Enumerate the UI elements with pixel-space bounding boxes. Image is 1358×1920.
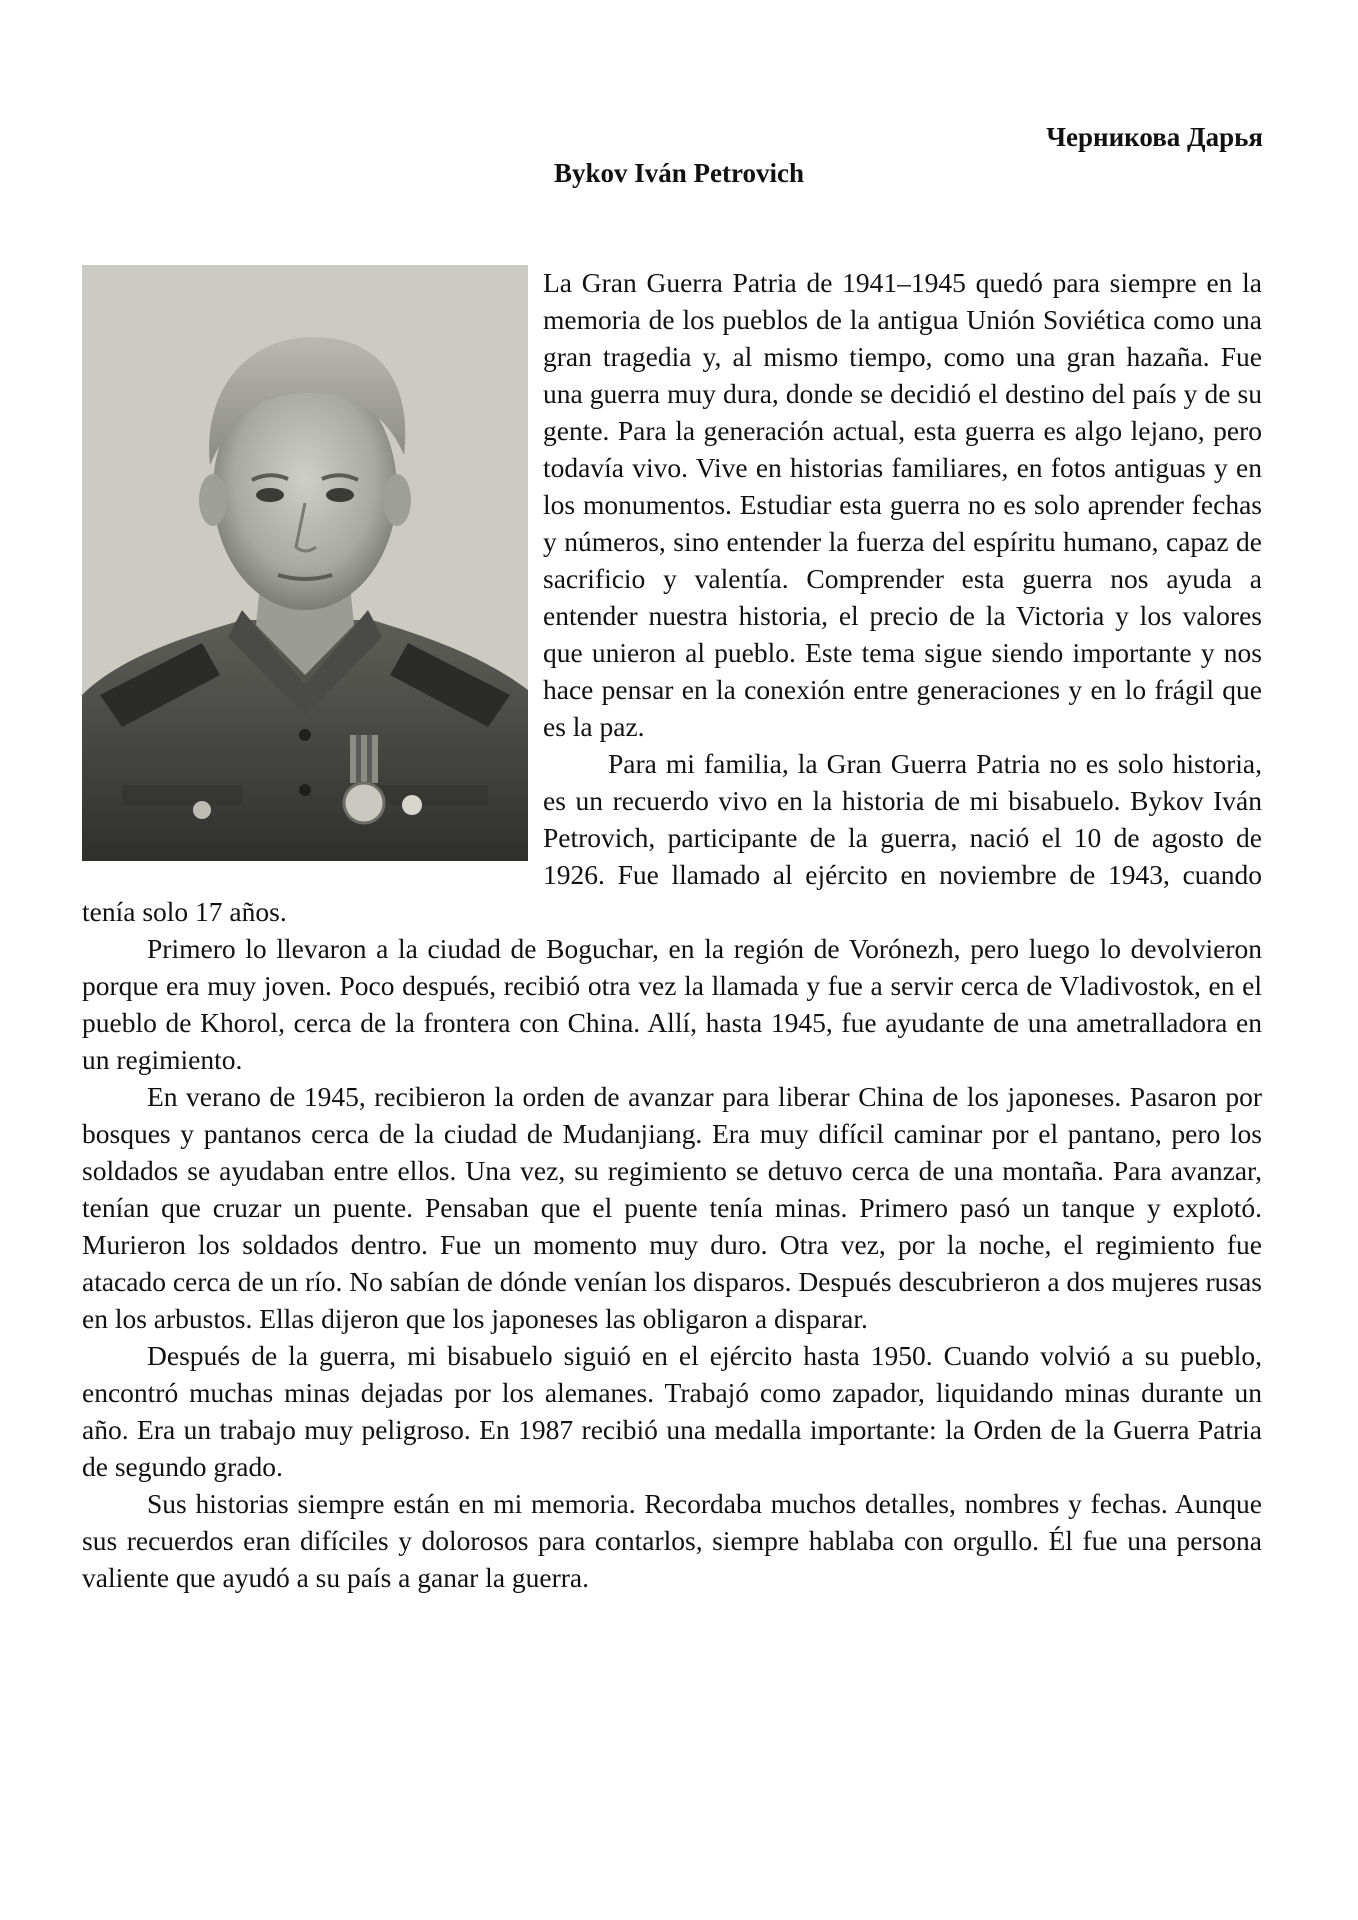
paragraph-summer-1945: En verano de 1945, recibieron la orden de avanzar para liberar China de los japoneses. Pasaron por bosques y pantanos cerca de la ciudad de Mudanjiang. Era muy difícil caminar por el pantano, pero los soldados se ayudaban entre ellos. Una vez, su regimiento se detuvo cerca de una montaña. Para avanzar, tenían que cruzar un puente. Pensaban que el puente tenía minas. Primero pasó un tanque y explotó. Murieron los soldados dentro. Fue un momento muy duro. Otra vez, por la noche, el regimiento fue atacado cerca de un río. No sabían de dónde venían los disparos. Después descubrieron a dos mujeres rusas en los arbustos. Ellas dijeron que los japoneses las obligaron a disparar.: [82, 1081, 1262, 1334]
soldier-portrait-photo-icon: [82, 265, 528, 861]
paragraph-after-war: Después de la guerra, mi bisabuelo siguió en el ejército hasta 1950. Cuando volvió a su pueblo, encontró muchas minas dejadas por los alemanes. Trabajó como zapador, liquidando minas durante un año. Era un trabajo muy peligroso. En 1987 recibió una medalla importante: la Orden de la Guerra Patria de segundo grado.: [82, 1340, 1262, 1482]
paragraph-service: Primero lo llevaron a la ciudad de Boguchar, en la región de Vorónezh, pero luego lo devolvieron porque era muy joven. Poco después, recibió otra vez la llamada y fue a servir cerca de Vladivostok, en el pueblo de Khorol, cerca de la frontera con China. Allí, hasta 1945, fue ayudante de una ametralladora en un regimiento.: [82, 933, 1262, 1075]
paragraph-family: Para mi familia, la Gran Guerra Patria no es solo historia, es un recuerdo vivo en la historia de mi bisabuelo. Bykov Iván Petrovich, participante de la guerra, nació el 10 de agosto de 1926. Fue llamado al ejército en noviembre de 1943, cuando tenía solo 17 años.: [82, 748, 1262, 927]
page-title: Bykov Iván Petrovich: [553, 158, 804, 188]
paragraph-intro: La Gran Guerra Patria de 1941–1945 quedó para siempre en la memoria de los pueblos de la antigua Unión Soviética como una gran tragedia y, al mismo tiempo, como una gran hazaña. Fue una guerra muy dura, donde se decidió el destino del país y de su gente. Para la generación actual, esta guerra es algo lejano, pero todavía vivo. Vive en historias familiares, en fotos antiguas y en los monumentos. Estudiar esta guerra no es solo aprender fechas y números, sino entender la fuerza del espíritu humano, capaz de sacrificio y valentía. Comprender esta guerra nos ayuda a entender nuestra historia, el precio de la Victoria y los valores que unieron al pueblo. Este tema sigue siendo importante y nos hace pensar en la conexión entre generaciones y en lo frágil que es la paz.: [543, 267, 1262, 742]
paragraph-memory: Sus historias siempre están en mi memoria. Recordaba muchos detalles, nombres y fechas. Aunque sus recuerdos eran difíciles y dolorosos para contarlos, siempre hablaba con orgullo. Él fue una persona valiente que ayudó a su país a ganar la guerra.: [82, 1488, 1262, 1593]
author-name: Черникова Дарья: [1046, 122, 1263, 152]
document-body: [82, 264, 1262, 1596]
